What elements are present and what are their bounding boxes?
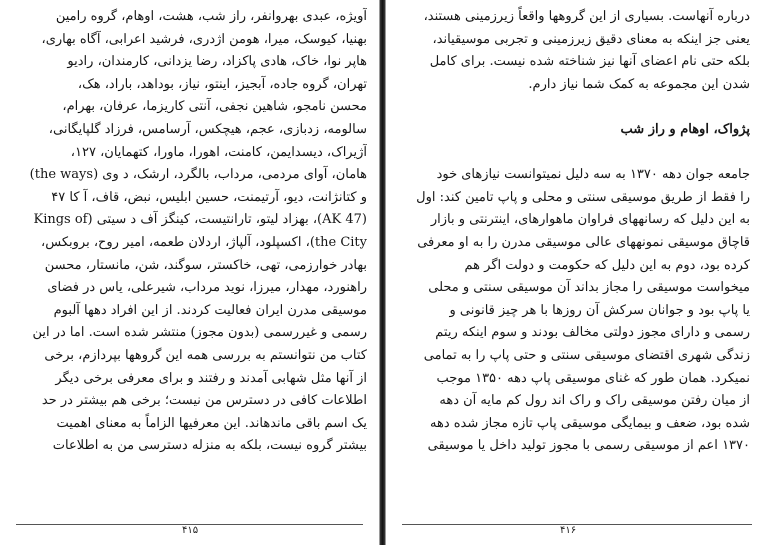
text-line: درباره آنهاست. بسیاری از این گروهها واقعاً زیرزمینی هستند، — [423, 9, 750, 24]
text-line: به این دلیل که رسانههای فراوان ماهوارهای، اینترنتی و بازار — [430, 212, 750, 228]
text-line: بیشتر گروه نیست، بلکه به منزله دسترسی من به اطلاعات — [52, 438, 367, 454]
text-line: و کتانژانت، دیو، آرتیمنت، حسین ابلیس، نبض، قاف، آ کا ۴۷ — [51, 189, 367, 205]
text-line: تهران، گروه جاده، آبجیز، اینتو، نیاز، بوداهد، باراد، هک، — [77, 76, 367, 92]
text-line: قاچاق موسیقی نمونههای عالی موسیقی مدرن را به او معرفی — [417, 234, 750, 250]
text-line: از آنها مثل شهابی آمدند و رفتند و برای معرفی برخی دیگر — [55, 370, 367, 386]
text-line: هاپر نوا، خاک، هادی پاکزاد، رضا یزدانی، کارمندان، رادیو — [67, 54, 367, 70]
right-page-text — [398, 6, 750, 458]
section-spacer — [398, 96, 750, 119]
text-line: یا پاپ بود و جوانان سرکش آن روزها با هر چیز قانونی و — [449, 302, 750, 318]
text-line: نمیکرد. همان طور که غنای موسیقی پاپ دهه ۱۳۵۰ موجب — [436, 370, 750, 386]
text-line: بلکه حتی نام اعضای آنها نیز شناخته شده نیست. برای کامل — [429, 54, 750, 70]
text-line: را فقط از طریق موسیقی سنتی و محلی و پاپ تامین کند: اول — [416, 189, 750, 205]
text-line: یک اسم باقی ماندهاند. این معرفیها الزاماً به معنای اهمیت — [56, 415, 367, 431]
text-line: (AK 47)، بهزاد لیتو، تارانتیست، کینگز آف د سیتی (Kings of — [33, 212, 367, 228]
text-line: راهنورد، مهدار، میرزا، نوید مرداب، شیرعلی، یاس در فضای — [47, 280, 367, 296]
text-line: بهادر خوارزمی، تهی، خاکستر، سوگند، شن، مانستار، محسن — [44, 257, 367, 273]
left-page-number: ۴۱۵ — [178, 525, 202, 536]
text-line: شدن این مجموعه به کمک شما نیاز دارم. — [528, 76, 750, 92]
left-page — [0, 0, 380, 545]
section-heading: پژواک، اوهام و راز شب — [620, 121, 750, 137]
text-line: the City)، اکسپلود، آلپاژ، اردلان طعمه، امیر روح، بروبکس، — [41, 234, 367, 250]
text-line: موسیقی مدرن ایران فعالیت کردند. از این افراد دهها آلبوم — [53, 302, 367, 318]
text-line: رسمی و دارای مجوز دولتی مخالف بودند و سوم اینکه ریتم — [435, 325, 750, 341]
text-line: محسن نامجو، شاهین نجفی، آنتی کاریزما، عرفان، بهرام، — [62, 99, 367, 115]
text-line: سالومه، زدبازی، عجم، هیچکس، آرسامس، فرزاد گلپایگانی، — [48, 121, 367, 137]
text-line: شده بود، ضعف و بیمایگی موسیقی پاپ تازه مجاز شده دهه — [430, 415, 750, 431]
text-line: بهنیا، کیوسک، میرا، هومن اژدری، فرشید اعرابی، آگاه بهاری، — [41, 31, 367, 47]
section-spacer — [398, 142, 750, 165]
text-line: ۱۳۷۰ اعم از موسیقی رسمی با مجوز تولید داخل یا موسیقی — [427, 438, 750, 454]
text-line: میخواست موسیقی را مجاز بداند آن موسیقی سنتی و محلی — [428, 280, 750, 296]
text-line: آژیراک، دیسدایمن، کامنت، اهورا، ماورا، کتهمایان، ۱۲۷، — [70, 144, 367, 160]
text-line: اطلاعات کافی در دسترس من نیست؛ برخی هم بیشتر در حد — [41, 393, 367, 409]
text-line: آویژه، عبدی بهروانفر، راز شب، هشت، اوهام، گروه رامین — [55, 9, 367, 24]
text-line: کرده بود، دوم به این دلیل که حکومت و دولت اگر هم — [464, 257, 750, 273]
text-line: جامعه جوان دهه ۱۳۷۰ به سه دلیل نمیتوانست نیازهای خود — [436, 167, 750, 183]
right-page — [385, 0, 768, 545]
right-page-number: ۴۱۶ — [556, 525, 580, 536]
text-line: از میان رفتن موسیقی راک و راک اند رول کم مایه آن دهه — [439, 393, 750, 409]
text-line: رسمی و غیررسمی (بدون مجوز) منتشر شده است. اما در این — [32, 325, 367, 341]
text-line: زندگی شهری اقتضای موسیقی سنتی و حتی پاپ را به تمامی — [423, 347, 750, 363]
text-line: کتاب من نتوانستم به بررسی همه این گروهها بپردازم، برخی — [44, 347, 367, 363]
text-line: هامان، آوای مردمی، مرداب، بالگرد، ارشک، د وی (the ways) — [29, 167, 367, 183]
text-line: یعنی جز اینکه به معنای دقیق زیرزمینی و تجربی موسیقیاند، — [432, 31, 750, 47]
left-page-text — [14, 6, 367, 458]
